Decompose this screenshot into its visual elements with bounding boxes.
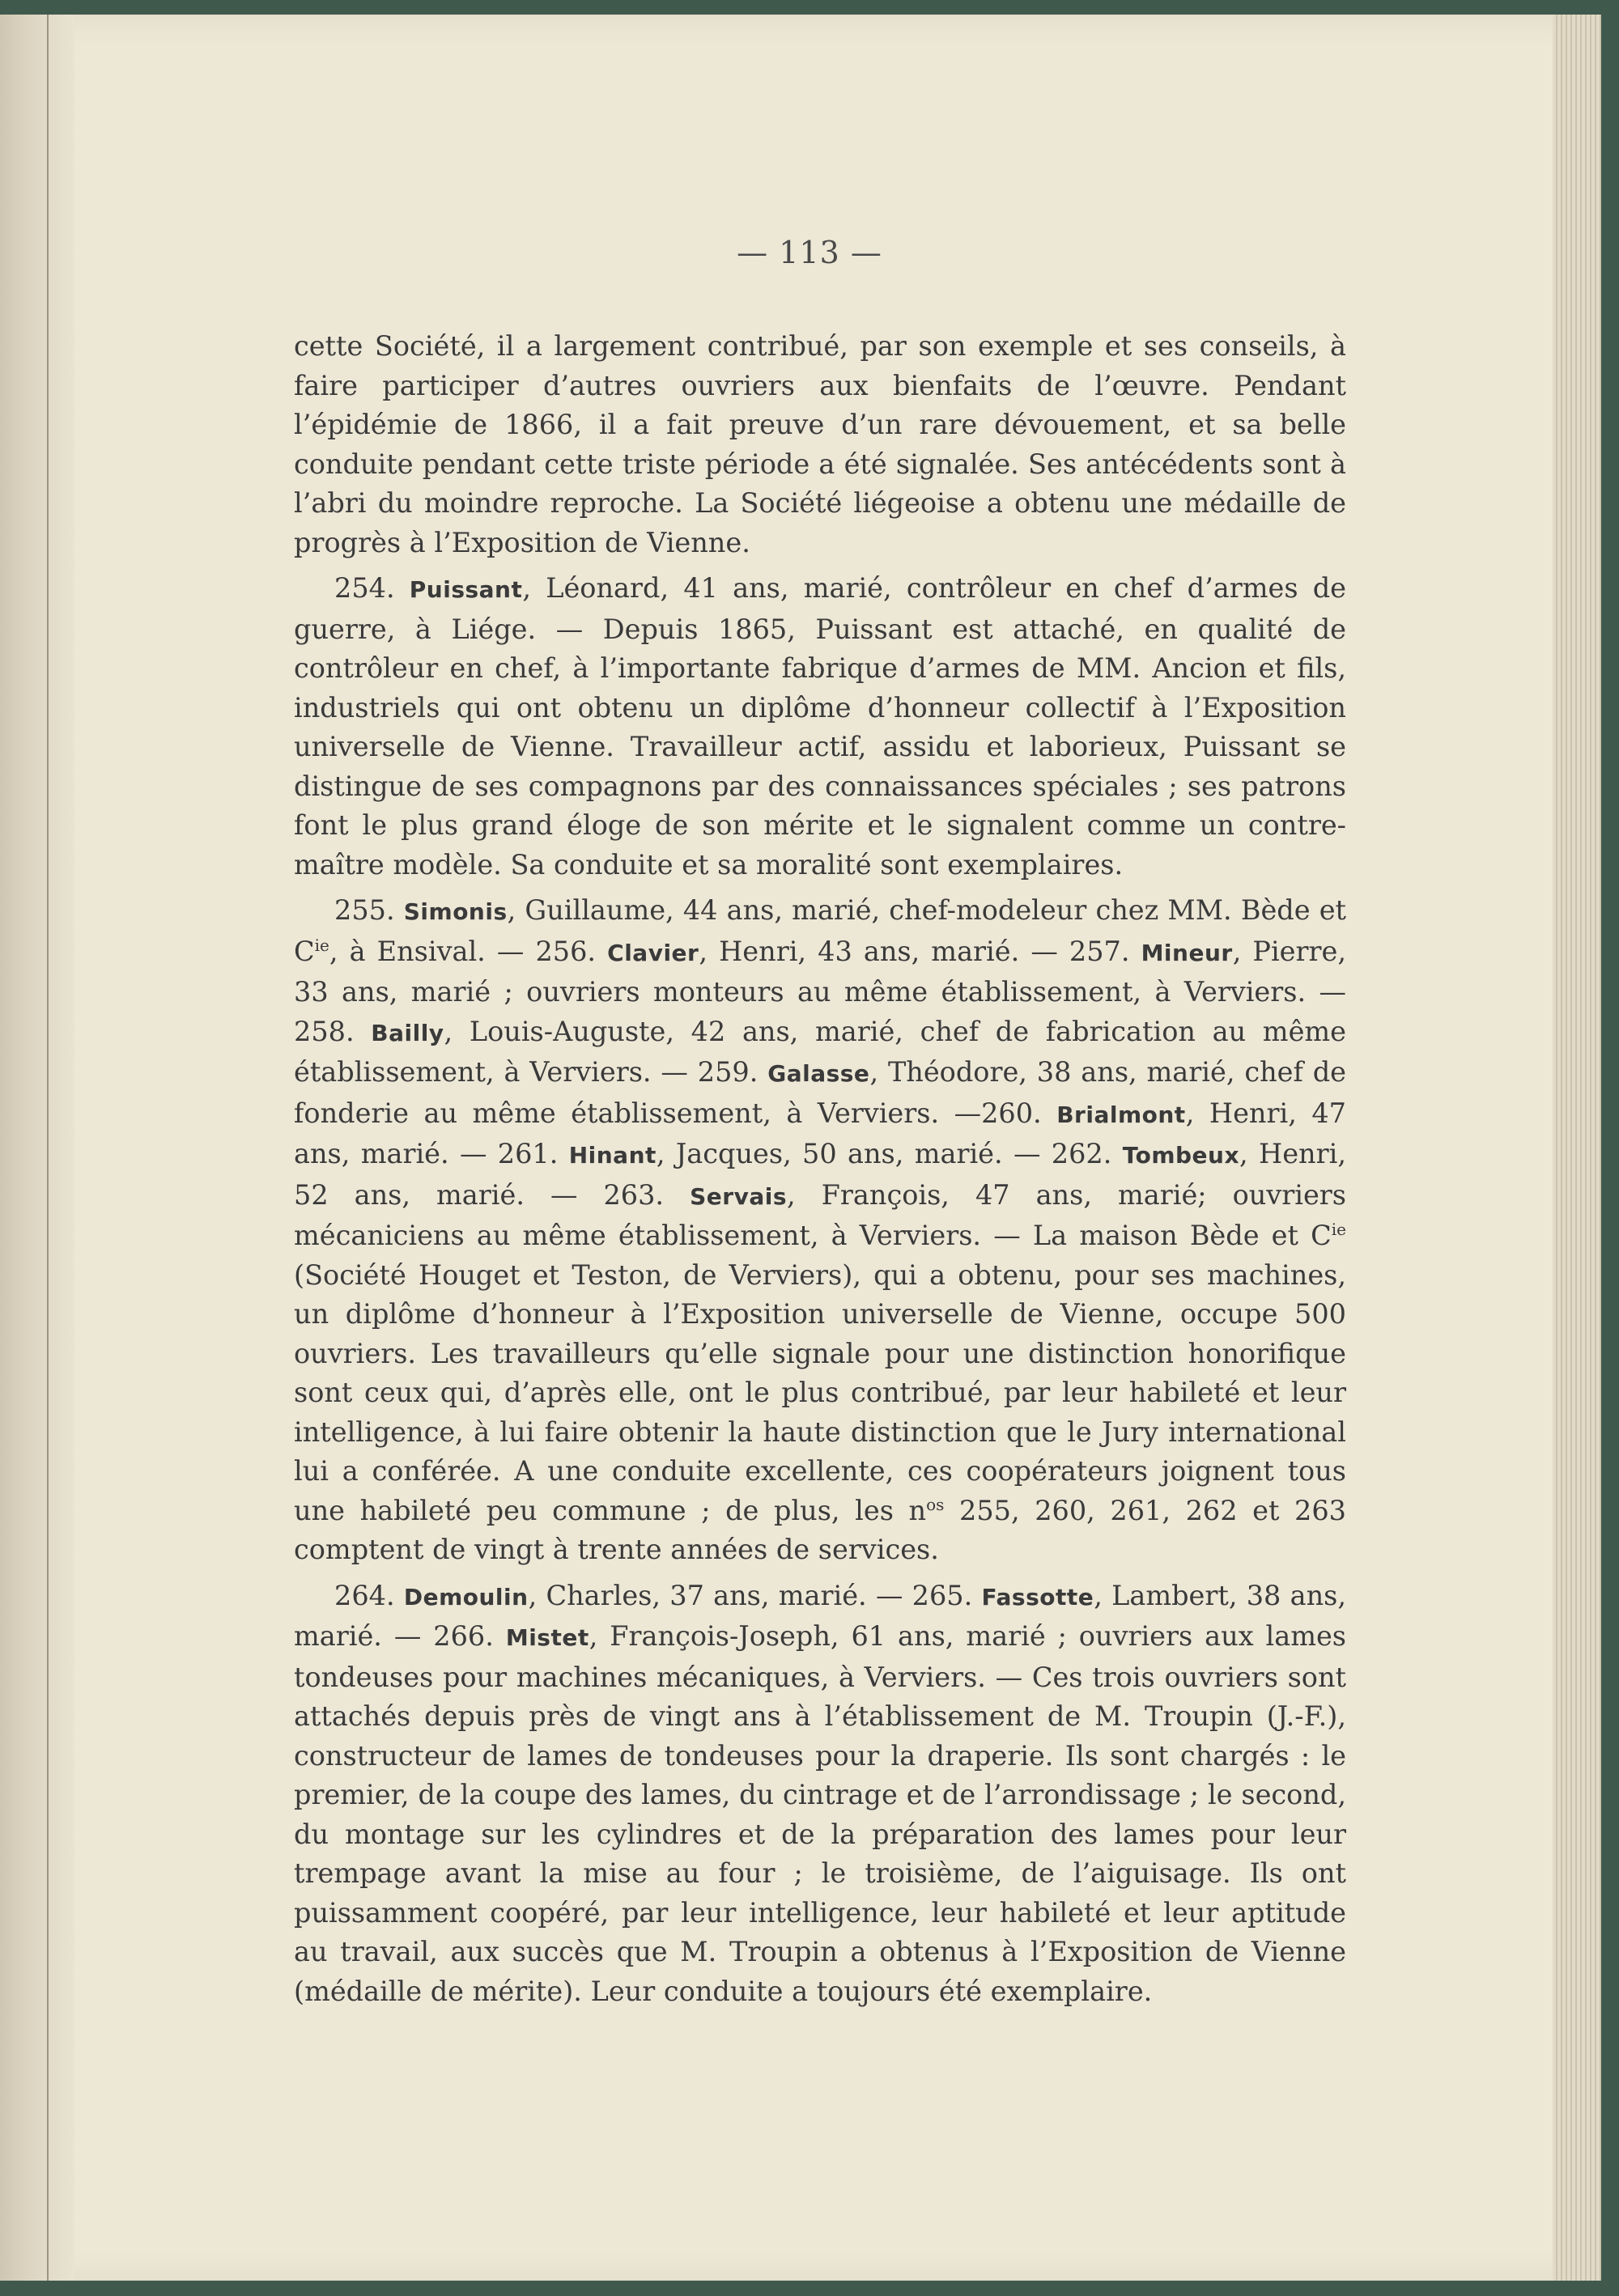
person-name: Servais <box>690 1182 787 1210</box>
text-run: 264. <box>334 1579 404 1611</box>
page-edge <box>1553 15 1601 2281</box>
person-name: Hinant <box>568 1142 657 1169</box>
superscript: ie <box>314 935 329 955</box>
person-name: Mistet <box>505 1624 589 1651</box>
person-name: Demoulin <box>403 1583 529 1611</box>
text-run: , Lambert, 38 ans, marié. — 266. <box>294 1579 1346 1652</box>
text-run: 254. <box>334 572 410 604</box>
person-name: Clavier <box>607 939 699 966</box>
text-run: 255. <box>334 894 404 926</box>
text-run: , François, 47 ans, marié; ouvriers mécaniciens au même établissement, à Verviers. — La maison Bède et C <box>294 1178 1346 1251</box>
person-name: Tombeux <box>1122 1142 1240 1169</box>
person-name: Fassotte <box>981 1583 1094 1611</box>
paragraph-continuation <box>294 327 1346 562</box>
text-run: , Henri, 43 ans, marié. — 257. <box>699 935 1141 967</box>
text-run: , à Ensival. — 256. <box>329 935 608 967</box>
text-run: , Louis-Auguste, 42 ans, marié, chef de fabrication au même établissement, à Verviers. — 259. <box>294 1015 1346 1088</box>
superscript: ie <box>1331 1219 1346 1239</box>
binding-gutter <box>0 15 74 2281</box>
paragraph-264-266-troupin <box>294 1577 1346 2012</box>
person-name: Simonis <box>403 898 508 925</box>
text-run: , François-Joseph, 61 ans, marié ; ouvriers aux lames tondeuses pour machines mécaniques, à Verviers. — Ces trois ouvriers sont attachés depuis près de vingt ans à l’établissement de M. Troupin (J.-F.), constructeur de lames de tondeuses pour la draperie. Ils sont chargés : le premier, de la coupe des lames, du cintrage et de l’arrondissage ; le second, du montage sur les cylindres et de la préparation des lames pour leur trempage avant la mise au four ; le troisième, de l’aiguisage. Ils ont puissamment coopéré, par leur intelligence, leur habileté et leur aptitude au travail, aux succès que M. Troupin a obtenus à l’Exposition de Vienne (médaille de mérite). Leur conduite a toujours été exemplaire. <box>294 1620 1346 2007</box>
text-run: , Léonard, 41 ans, marié, contrôleur en chef d’armes de guerre, à Liége. — Depuis 1865, Puissant est attaché, en qualité de contrôleur en chef, à l’importante fabrique d’armes de MM. Ancion et fils, industriels qui ont obtenu un diplôme d’honneur collectif à l’Exposition universelle de Vienne. Travailleur actif, assidu et laborieux, Puissant se distingue de ses compagnons par des connaissances spéciales ; ses patrons font le plus grand éloge de son mérite et le signalent comme un contre-maître modèle. Sa conduite et sa moralité sont exemplaires. <box>294 572 1346 881</box>
person-name: Puissant <box>409 576 523 603</box>
text-run: , Guillaume, 44 ans, marié, chef-modeleur chez MM. Bède et C <box>294 894 1346 967</box>
superscript: os <box>926 1494 945 1514</box>
person-name: Bailly <box>371 1019 444 1046</box>
person-name: Brialmont <box>1056 1101 1186 1128</box>
text-run: cette Société, il a largement contribué, par son exemple et ses conseils, à faire participer d’autres ouvriers aux bienfaits de l’œuvre. Pendant l’épidémie de 1866, il a fait preuve d’un rare dévouement, et sa belle conduite pendant cette triste période a été signalée. Ses antécédents sont à l’abri du moindre reproche. La Société liégeoise a obtenu une médaille de progrès à l’Exposition de Vienne. <box>294 330 1346 558</box>
text-run: , Henri, 52 ans, marié. — 263. <box>294 1138 1347 1211</box>
text-run: , Théodore, 38 ans, marié, chef de fonderie au même établissement, à Verviers. —260. <box>294 1056 1347 1129</box>
person-name: Mineur <box>1141 939 1233 966</box>
text-run: , Henri, 47 ans, marié. — 261. <box>294 1097 1346 1169</box>
text-run: 255, 260, 261, 262 et 263 comptent de vingt à trente années de services. <box>294 1494 1346 1565</box>
page-number: — 113 — <box>737 235 882 270</box>
text-run: , Jacques, 50 ans, marié. — 262. <box>656 1138 1123 1169</box>
paragraph-254-puissant <box>294 569 1346 885</box>
text-run: , Charles, 37 ans, marié. — 265. <box>528 1579 982 1611</box>
text-run: (Société Houget et Teston, de Verviers), qui a obtenu, pour ses machines, un diplôme d’honneur à l’Exposition universelle de Vienne, occupe 500 ouvriers. Les travailleurs qu’elle signale pour une distinction honorifique sont ceux qui, d’après elle, ont le plus contribué, par leur habileté et leur intelligence, à lui faire obtenir la haute distinction que le Jury international lui a conférée. A une conduite excellente, ces coopérateurs joignent tous une habileté peu commune ; de plus, les n <box>294 1258 1346 1526</box>
body-text <box>294 327 1346 2018</box>
person-name: Galasse <box>767 1060 870 1087</box>
text-run: , Pierre, 33 ans, marié ; ouvriers monteurs au même établissement, à Verviers. — 258. <box>294 935 1347 1047</box>
paragraph-255-263-bede <box>294 891 1346 1570</box>
